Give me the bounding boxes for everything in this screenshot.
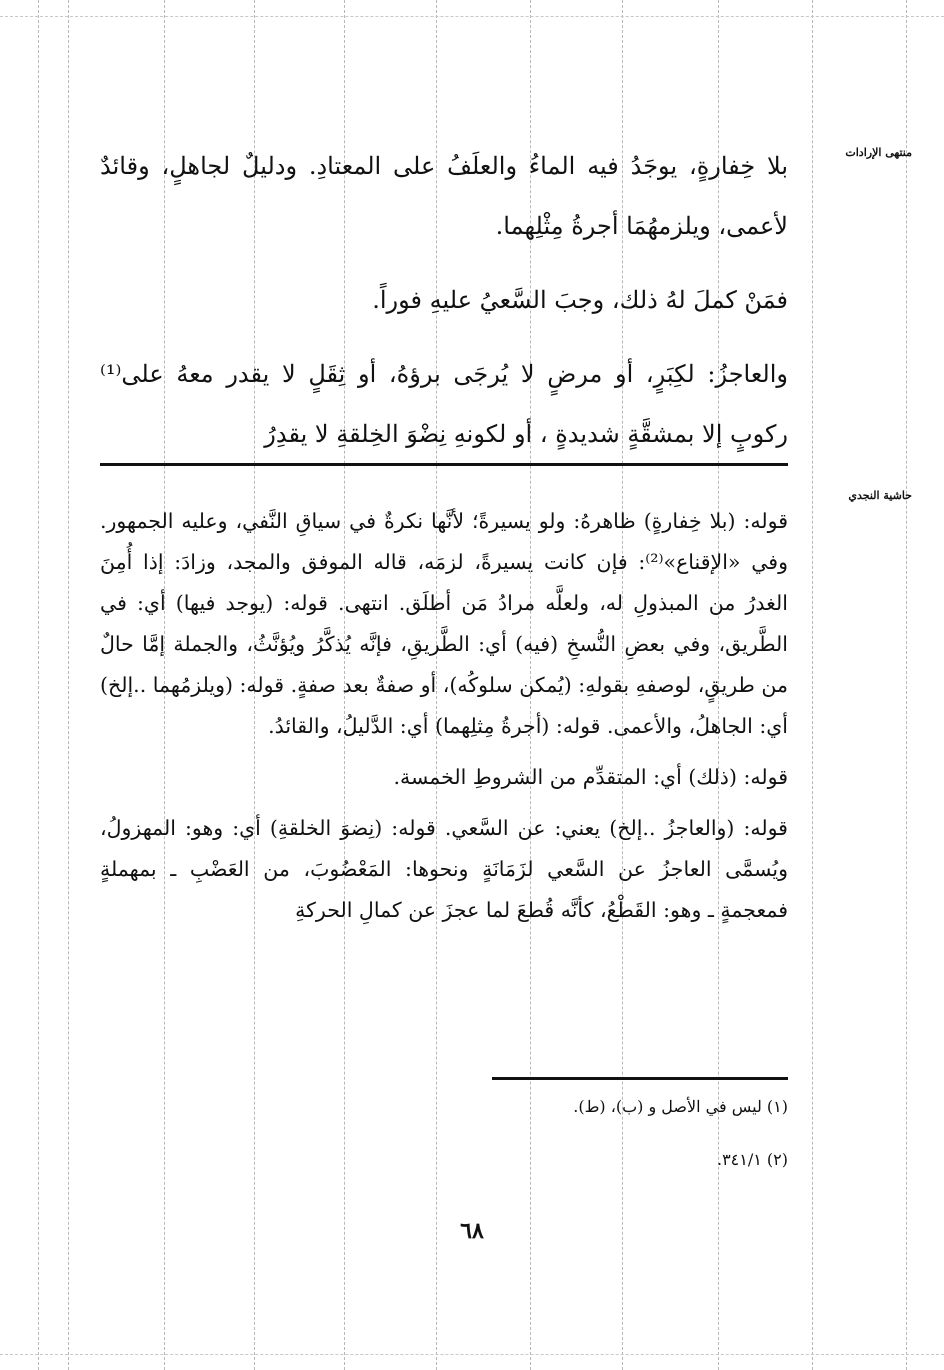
page-number: ٦٨ <box>460 1218 484 1244</box>
section-divider <box>100 463 788 466</box>
matn-paragraph: فمَنْ كملَ لهُ ذلك، وجبَ السَّعيُ عليهِ فوراً. <box>372 286 788 314</box>
hashiya-paragraph: قوله: (ذلك) أي: المتقدِّم من الشروطِ الخمسة. <box>393 765 788 789</box>
matn-paragraph: والعاجزُ: لكِبَرٍ، أو مرضٍ لا يُرجَى برؤهُ، أو ثِقَلٍ لا يقدر معهُ على⁽¹⁾ ركوبٍ إلا بمشقَّةٍ شديدةٍ ، أو لكونهِ نِضْوَ الخِلقةِ لا يقدِرُ <box>100 360 788 448</box>
matn-paragraph: بلا خِفارةٍ، يوجَدُ فيه الماءُ والعلَفُ على المعتادِ. ودليلٌ لجاهلٍ، وقائدٌ لأعمى، ويلزمهُمَا أجرةُ مِثْلِهما. <box>100 152 788 240</box>
footnote: (٢) ٣٤١/١. <box>716 1150 788 1169</box>
grid-line <box>812 0 813 1370</box>
footnote: (١) ليس في الأصل و (ب)، (ط). <box>573 1097 788 1116</box>
side-label-matn: منتهى الإرادات <box>845 146 912 159</box>
grid-line <box>0 16 944 17</box>
grid-line <box>906 0 907 1370</box>
grid-line <box>38 0 39 1370</box>
hashiya-paragraph: قوله: (بلا خِفارةٍ) ظاهرهُ: ولو يسيرةً؛ لأنَّها نكرةٌ في سياقِ النَّفي، وعليه الجمهور. وفي «الإقناع»⁽²⁾: فإن كانت يسيرةً، لزمَه، قاله الموفق والمجد، وزادَ: إذا أُمِنَ الغدرُ من المبذولِ له، ولعلَّه مرادُ مَن أطلَق. انتهى. قوله: (يوجد فيها) أي: في الطَّريق، وفي بعضِ النُّسخِ (فيه) أي: الطَّريقِ، فإنَّه يُذكَّرُ ويُؤنَّثُ، والجملة إمَّا حالٌ من طريقٍ، لوصفهِ بقولهِ: (يُمكن سلوكُه)، أو صفةٌ بعد صفةٍ. قوله: (ويلزمُهما ..إلخ) أي: الجاهلُ، والأعمى. قوله: (أجرةُ مِثلِهما) أي: الدَّليلُ، والقائدُ. <box>100 509 788 738</box>
hashiya-text <box>100 501 788 931</box>
grid-line <box>68 0 69 1370</box>
grid-line <box>0 1354 944 1355</box>
matn-text <box>100 136 788 464</box>
footnote-divider <box>492 1077 788 1080</box>
hashiya-paragraph: قوله: (والعاجزُ ..إلخ) يعني: عن السَّعي. قوله: (نِضوَ الخلقةِ) أي: وهو: المهزولُ، ويُسمَّى العاجزُ عن السَّعي لزَمَانَةٍ ونحوها: المَعْضُوبَ، من العَضْبِ ـ بمهملةٍ فمعجمةٍ ـ وهو: القَطْعُ، كأنَّه قُطعَ لما عجزَ عن كمالِ الحركةِ <box>100 816 788 922</box>
side-label-hashiya: حاشية النجدي <box>848 489 912 502</box>
